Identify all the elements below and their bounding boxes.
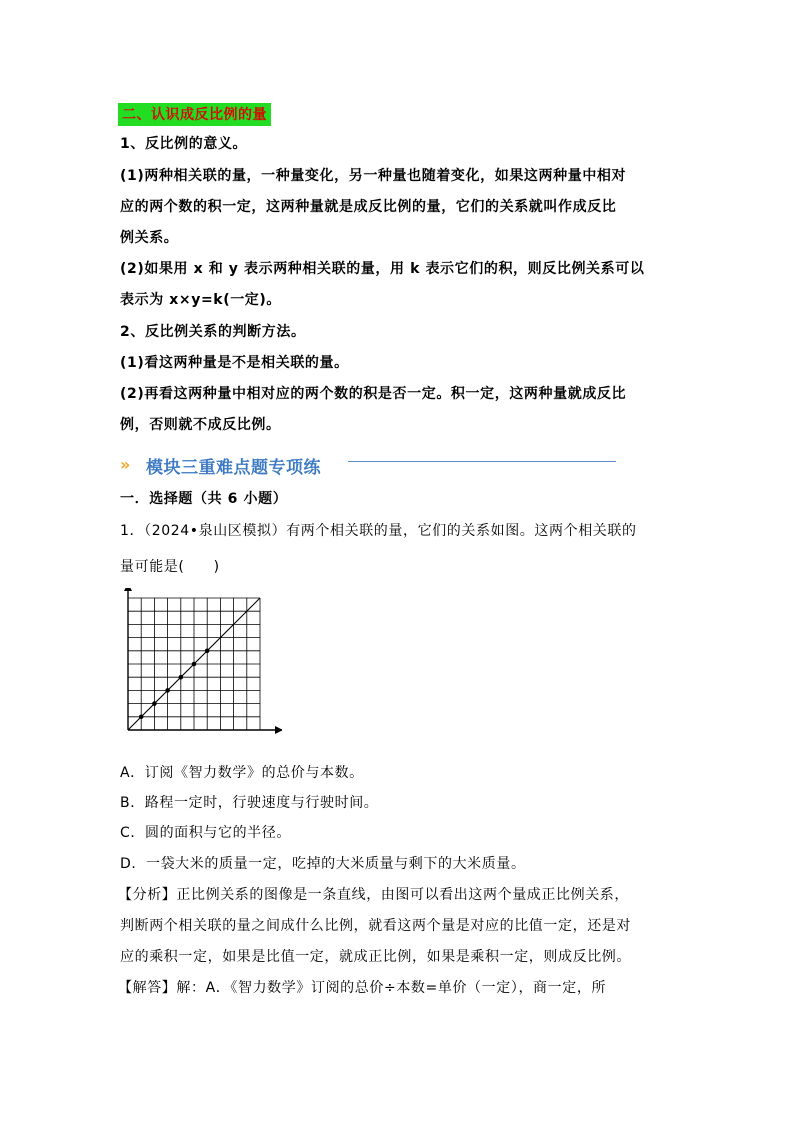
module-divider: [348, 461, 616, 462]
line-chart: [112, 588, 282, 748]
question-1-line-1: 1．（2024•泉山区模拟）有两个相关联的量，它们的关系如图。这两个相关联的: [120, 523, 637, 539]
meaning-line-3: 例关系。: [120, 230, 179, 246]
answer-text: 解：A．《智力数学》订阅的总价÷本数=单价（一定），商一定，所: [176, 980, 607, 996]
meaning-title: 1、反比例的意义。: [120, 136, 248, 152]
data-point: [192, 662, 197, 667]
meaning-line-1: (1)两种相关联的量，一种量变化，另一种量也随着变化，如果这两种量中相对: [120, 168, 627, 184]
analysis-line-2: 判断两个相关联的量之间成什么比例，就看这两个量是对应的比值一定，还是对: [120, 918, 631, 934]
double-chevron-right-icon: »: [120, 455, 131, 474]
data-point: [152, 701, 157, 706]
method-line-3: 例，否则就不成反比例。: [120, 417, 281, 433]
answer-label: 【解答】: [118, 980, 177, 996]
option-d: D．一袋大米的质量一定，吃掉的大米质量与剩下的大米质量。: [120, 856, 526, 872]
analysis-line-3: 应的乘积一定，如果是比值一定，就成正比例，如果是乘积一定，则成反比例。: [120, 949, 631, 965]
data-point: [205, 649, 210, 654]
option-c: C．圆的面积与它的半径。: [120, 825, 291, 841]
option-b: B．路程一定时，行驶速度与行驶时间。: [120, 795, 379, 811]
meaning-line-4: (2)如果用 x 和 y 表示两种相关联的量，用 k 表示它们的积，则反比例关系可以: [120, 261, 645, 277]
module-banner: [120, 453, 620, 477]
analysis-text-1: 正比例关系的图像是一条直线，由图可以看出这两个量成正比例关系，: [176, 887, 630, 903]
exercise-group-title: 一．选择题（共 6 小题）: [120, 491, 288, 507]
analysis-line-1: [118, 884, 629, 904]
data-point: [139, 715, 144, 720]
data-point: [179, 675, 184, 680]
analysis-label: 【分析】: [118, 887, 177, 903]
option-a: A．订阅《智力数学》的总价与本数。: [120, 765, 364, 781]
answer-line-1: [118, 977, 606, 997]
module-title: 模块三重难点题专项练: [146, 458, 321, 478]
method-title: 2、反比例关系的判断方法。: [120, 324, 306, 340]
section-heading: 二、认识成反比例的量: [118, 103, 271, 126]
data-point: [165, 688, 170, 693]
method-line-2: (2)再看这两种量中相对应的两个数的积是否一定。积一定，这两种量就成反比: [120, 386, 627, 402]
meaning-line-2: 应的两个数的积一定，这两种量就是成反比例的量，它们的关系就叫作成反比: [120, 199, 617, 215]
question-1-line-2: 量可能是( ): [120, 559, 220, 575]
method-line-1: (1)看这两种量是不是相关联的量。: [120, 355, 349, 371]
meaning-line-5: 表示为 x×y=k(一定)。: [120, 292, 281, 308]
